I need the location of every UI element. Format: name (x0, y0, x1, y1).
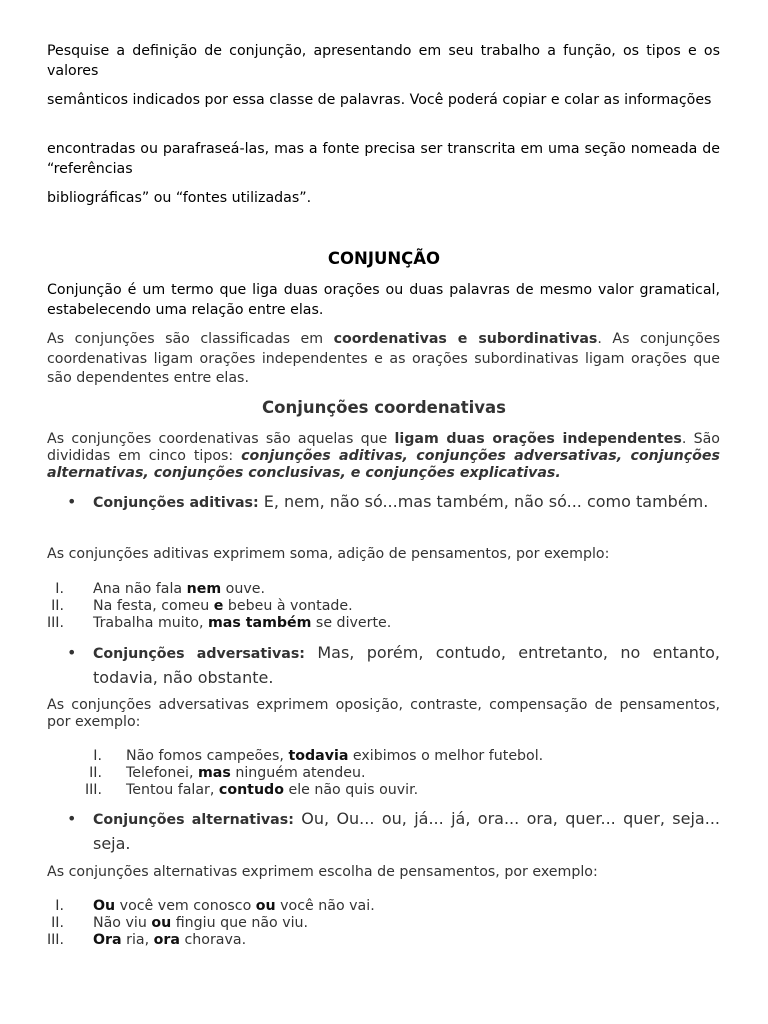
example-conjunction: ou (255, 898, 276, 914)
example-conjunction: e (213, 598, 224, 614)
example-conjunction: mas também (207, 615, 312, 631)
example-text: Telefonei, (126, 765, 199, 781)
bullet-items: E, nem, não só...mas também, não só... como também. (258, 492, 709, 511)
bullet-items: Ou, Ou... ou, já... já, ora... ora, quer... quer, seja... seja. (93, 809, 720, 853)
example-text: você não vai. (275, 898, 375, 914)
list-number: III. (84, 782, 102, 798)
coord-intro-types: conjunções aditivas, conjunções adversativas, conjunções alternativas, conjunções conclusivas, e conjunções explicativas. (47, 448, 720, 481)
example-text: ria, (121, 932, 154, 948)
classification-bold: coordenativas e subordinativas (333, 331, 598, 347)
example-conjunction: ou (151, 915, 172, 931)
bullet-name: Conjunções aditivas: (93, 495, 259, 511)
example-text: bebeu à vontade. (223, 598, 353, 614)
example-text: Tentou falar, (126, 782, 219, 798)
example-text: ninguém atendeu. (230, 765, 366, 781)
example-text: Trabalha muito, (93, 615, 208, 631)
bullet-name: Conjunções alternativas: (93, 812, 294, 828)
bullet-alternativas (67, 807, 720, 855)
intro-line: Pesquise a definição de conjunção, apresentando em seu trabalho a função, os tipos e os valores (47, 43, 720, 79)
list-number: I. (55, 581, 64, 597)
example-conjunction: ora (153, 932, 180, 948)
bullet-dot-icon: • (67, 809, 77, 828)
example-conjunction: nem (186, 581, 222, 597)
description-aditivas: As conjunções aditivas exprimem soma, adição de pensamentos, por exemplo: (47, 546, 610, 562)
list-number: III. (46, 932, 64, 948)
example-text: se diverte. (311, 615, 392, 631)
description-alternativas: As conjunções alternativas exprimem escolha de pensamentos, por exemplo: (47, 864, 598, 880)
example-conjunction: contudo (218, 782, 284, 798)
coord-intro-text: . São divididas em cinco tipos: (47, 431, 720, 464)
example-conjunction: Ora (93, 932, 122, 948)
bullet-items: Mas, porém, contudo, entretanto, no entanto, todavia, não obstante. (93, 643, 720, 687)
example-text: Não viu (93, 915, 152, 931)
definition-paragraph: Conjunção é um termo que liga duas orações ou duas palavras de mesmo valor gramatical, estabelecendo uma relação entre elas. (47, 282, 720, 318)
example-text: Não fomos campeões, (126, 748, 289, 764)
example-text: Ana não fala (93, 581, 187, 597)
coord-intro-text: As conjunções coordenativas são aquelas que (47, 431, 395, 447)
example-text: chorava. (179, 932, 247, 948)
example-text: ele não quis ouvir. (283, 782, 419, 798)
list-number: I. (55, 898, 64, 914)
section-heading: Conjunções coordenativas (262, 398, 506, 417)
coordinate-intro-paragraph (47, 431, 720, 482)
example-conjunction: Ou (93, 898, 116, 914)
bullet-dot-icon: • (67, 643, 77, 662)
list-number: II. (89, 765, 102, 781)
bullet-name: Conjunções adversativas: (93, 646, 305, 662)
example-text: você vem conosco (115, 898, 256, 914)
intro-line: bibliográficas” ou “fontes utilizadas”. (47, 190, 312, 206)
example-text: exibimos o melhor futebol. (348, 748, 544, 764)
coord-intro-bold: ligam duas orações independentes (394, 431, 682, 447)
example-conjunction: todavia (288, 748, 349, 764)
example-text: Na festa, comeu (93, 598, 214, 614)
bullet-aditivas (67, 490, 720, 515)
classification-text: . As conjunções coordenativas ligam orações independentes e as orações subordinativas ligam orações que são dependentes entre elas. (47, 331, 720, 386)
bullet-adversativas (67, 641, 720, 689)
intro-line: encontradas ou parafraseá-las, mas a fonte precisa ser transcrita em uma seção nomeada de “referências (47, 141, 720, 177)
list-number: III. (46, 615, 64, 631)
list-number: I. (93, 748, 102, 764)
example-conjunction: mas (198, 765, 231, 781)
classification-paragraph (47, 330, 720, 389)
example-text: ouve. (221, 581, 265, 597)
list-number: II. (51, 598, 64, 614)
bullet-dot-icon: • (67, 492, 77, 511)
page-title: CONJUNÇÃO (327, 249, 441, 268)
example-text: fingiu que não viu. (171, 915, 309, 931)
list-number: II. (51, 915, 64, 931)
description-adversativas: As conjunções adversativas exprimem oposição, contraste, compensação de pensamentos, por exemplo: (47, 697, 720, 730)
classification-text: As conjunções são classificadas em (47, 331, 334, 347)
intro-line: semânticos indicados por essa classe de palavras. Você poderá copiar e colar as informações (47, 92, 712, 108)
